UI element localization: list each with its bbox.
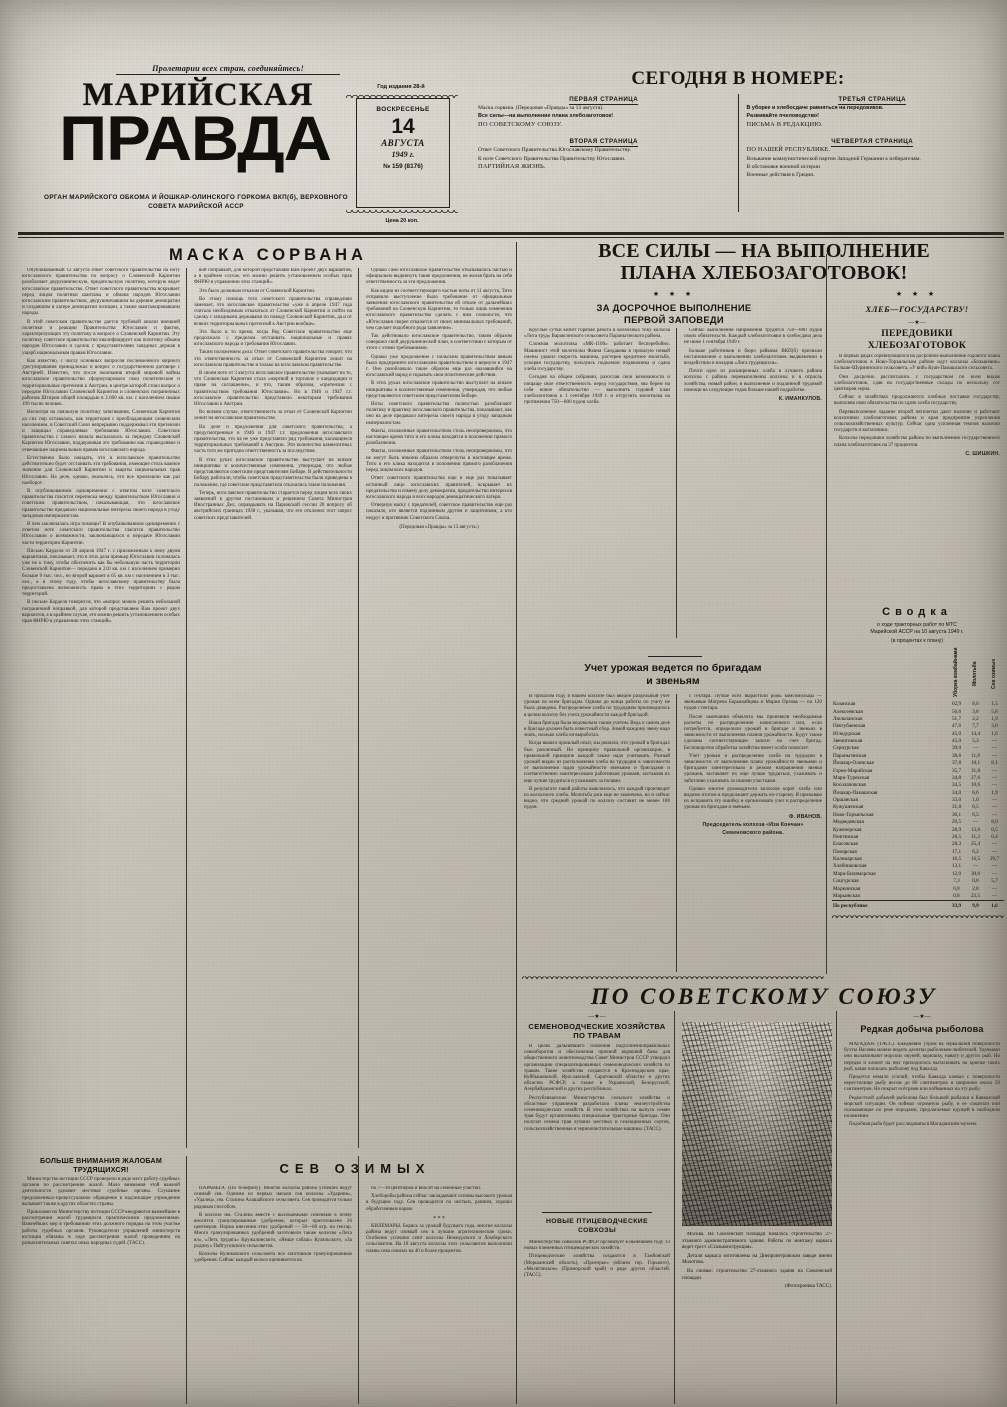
uchet-signature-region: Семеновского района. bbox=[722, 830, 784, 837]
today-section-header: ВТОРАЯ СТРАНИЦА bbox=[569, 138, 638, 146]
svodka-subtitle: о ходе тракторных работ по МТС Марийской АССР на 10 августа 1949 г. (в процентах к плану) bbox=[870, 622, 964, 644]
svodka-row-name: Косолаповская bbox=[833, 782, 866, 789]
svodka-cell: 45,0 bbox=[951, 730, 962, 737]
rybolov-body: МАГАДАН. (ТАСС). Ежедневно утром на зеркальной поверхности бухты Нагаева можно видеть десятки рыболовов-любителей. Удочками они вылавливают морских окуней, корюшку, навагу и других рыб. Но нередко и клюют на них приходилось вытаскивать на крючке таких рыб, какая попалась рыболову под Кавалда. Придется немало усилий, чтобы Кавалда клевал с поверхности нерестилище рыбу весом до 80 сантиметров и шириною около 50 сантиметров. Но покрыт осётрами или пойманных на эту рыбу. Редкостной добычей рыболова был большой рыбалки в Кавказской морской ситуации. Он поймал огромную рыбу, и ее схватили или сказывающие по реке породами, предлагаемые идущей в свободном положении. Подобная рыба будет расследоваться Магаданским музеем. bbox=[844, 1042, 1000, 1128]
svodka-row bbox=[832, 804, 1004, 811]
svodka-row-name: Оршанская bbox=[833, 797, 858, 804]
svodka-cell: 6,5 bbox=[972, 811, 979, 818]
svodka-cell: 1,9 bbox=[991, 715, 998, 722]
column-divider-pss-1 bbox=[674, 1011, 675, 1404]
svodka-cell: 2,8 bbox=[972, 885, 979, 892]
svodka-cell: 8,6 bbox=[972, 701, 979, 708]
svodka-cell: 16,5 bbox=[951, 856, 962, 863]
svodka-cell: 16,5 bbox=[970, 856, 981, 863]
rybolov-headline[interactable]: Редкая добыча рыболова bbox=[860, 1024, 984, 1034]
today-section-header: ЧЕТВЕРТАЯ СТРАНИЦА bbox=[831, 138, 914, 146]
svodka-cell: — bbox=[991, 870, 998, 877]
svodka-cell: — bbox=[991, 774, 998, 781]
svodka-cell: 31,8 bbox=[951, 804, 962, 811]
svodka-cell: 3,0 bbox=[991, 723, 998, 730]
svodka-cell: — bbox=[991, 797, 998, 804]
svodka-title: Сводка bbox=[882, 606, 952, 618]
masthead-name-line2: ПРАВДА bbox=[59, 104, 331, 174]
svodka-row-name: Пектубаевская bbox=[833, 723, 866, 730]
sev-column-2: по 7—10 центнеров и вносят на семенные участки. Хлеборобы района сейчас закладывают основы высокого урожая в будущем году. Сев проводится по чистым, ранним, хорошо обработанным парам. * * * КИЛЕМАРЫ. Борясь за урожай будущего года, многие колхозы района ведут озимый сев в лучшие агротехнические сроки. Особенно успешно сеют колхозы Нежнурского и Ломберского сельсоветов. На 10 августа колхозы этих сельсоветов выполнили планы сева озимых на 40 и более процентов. bbox=[366, 1186, 512, 1254]
svodka-cell: 0,4 bbox=[991, 833, 998, 840]
svodka-cell: 27,6 bbox=[970, 774, 981, 781]
column-divider-center-1 bbox=[676, 328, 677, 638]
today-item[interactable]: Развивайте пчеловодство! bbox=[746, 113, 819, 120]
svodka-row bbox=[832, 745, 1004, 752]
svodka-row-name: Йошкар-Олинская bbox=[833, 760, 874, 767]
star-divider: ★ ★ ★ bbox=[652, 290, 696, 298]
maska-column-2: вой поправкой, для которой представляю Вам проект двух вариантов, а в крайнем случае, его можно решить установлением особых прав ФНРЮ в управлении этих станций». Это было должным отказом от Словенской Каринтии. Во этому помощь того советского правительства справедливо замечает, что югославское правительство «уже в апреле 1947 года считало необходимым отказаться от Словенской Каринтии и пойти на сделку с западными державами по поводу Словенской Каринтии, да и от всяких территориальных претензий к Австрии вообще». Это было в то время, когда Ряд Советское правительство еще продолжало с пределом отстаивать национальные и правах югославского народа и требования Югославии. Таким положением дела: Ответ советского правительства говорит, что это ответственность за отказ от Словенской Каринтии лежит на югославском правительстве и только на югославском правительстве. В своем ноте от 3 августа югославское правительство указывает на то, что Словенская Каринтия стала «жертвой в торговле о кандидации и праве на соглашение», и что, таким образом, «претензии с правительством требования Югославии». Но в 1946 и 1947 г.г. югославское правительство представило некоторым требования Югославии к Австрии. Во всяком случае, ответственность за отказ от Словенской Каринтии лежит на югославском правительстве. На деле и предложения для советского правительства, а предусмотренные в 1946 и 1947 г.г. предложения югославского правительства, это на не уже представило ряд требования, касающиеся территориальных требований к Австрии. Эти количество камнелитных часть того же пригодно ответственность за последствия. В этих руках югославское правительство выступает на всякие инициативы и количественные изменения, утверждая, что любые представляются советским представителям Бибаре. В действительности Бибару работали, чтобы советские представительства были приведены в положение, где советские представители отказались такие положения. Теперь, югославское правительство старается перед лицом всех своих заявлений в другим постановкам и решением Совета Министров Иностранных Дел, оправдывать на Парижской сессии 20 вопросу об австрийских границах 1938 г., указывая, что его отклонил этот запрос советских представителей. bbox=[194, 268, 352, 521]
masthead-year-of-edition: Год издания 28-й bbox=[377, 84, 425, 90]
svodka-row bbox=[832, 752, 1004, 759]
svodka-row-name: Соцгурская bbox=[833, 878, 859, 885]
bolshe-headline[interactable]: БОЛЬШЕ ВНИМАНИЯ ЖАЛОБАМ ТРУДЯЩИХСЯ! bbox=[39, 1156, 163, 1174]
masthead-name-line1: МАРИЙСКАЯ bbox=[82, 77, 314, 113]
masthead-slogan: Пролетарии всех стран, соединяйтесь! bbox=[116, 64, 340, 75]
svodka-row bbox=[832, 760, 1004, 767]
svodka-cell: 10,1 bbox=[970, 760, 981, 767]
peredoviki-body: В первых рядах соревнующихся на досрочное выполнение годового плана хлебозаготовок в Ново-Торъяльском районе идут колхозы «Большевик» Больше-Шурминского сельсовета, «У вий» Куан-Памашского сельсовета. Они досрочно рассчитались с государством по всем видам хлебозаготовок, сдав на государственные склады по нескольку сот центнеров зерна. Сейчас в хозяйствах продолжаются хлебные поставки государству, выполняя свои обязательства по сдаче хлеба государству. Перевыполнение задание второй пятилетки дают наличие и работают колхозники хлебозаготовок района и края предприятие укрепления сельскохозяйственных культур. Сейчас одна усиленная темпов наличии государств и колхозники. Колхозы передовики хозяйства района по выполнению государственного плана хлебозаготовок на 37 процентов. С. ШИШКИН. bbox=[834, 354, 1000, 457]
svodka-body bbox=[832, 701, 1004, 901]
vse-sily-column-2: Сейчас выполнения напряжения трудятся 750—800 пудов своих обязательств. Каждый хлебозаготовки в хлебосдача дела не ниже 1 сентября 1949 г. Больше работников и бюро райкома ВКП(б) признали постановление о выполнении хлебозаготовок выдвижении в воздействии и наладив «Лига трудящихся». Почти одно из расширенных хлеба в лучшего района колхозы с района перевыполнены колхозы и в отрасль хозяйства, новый район, в выполнение и подлинной трудовой помощи на следующие годов больше нашей подработке. К. ИМАНКУЛОВ. bbox=[684, 328, 822, 403]
svodka-row-name: Йошкар-Памашская bbox=[833, 789, 878, 796]
svodka-cell: 47,6 bbox=[951, 723, 962, 730]
today-item[interactable]: Все силы—на выполнение плана хлебозаготовок! bbox=[478, 113, 614, 120]
svodka-cell: 5,7 bbox=[991, 878, 998, 885]
uchet-rule bbox=[648, 656, 702, 657]
svodka-cell: 7,3 bbox=[953, 878, 960, 885]
column-divider-pss-0 bbox=[516, 1011, 517, 1404]
svodka-row-name: Звениговская bbox=[833, 738, 863, 745]
svodka-row-name: Сернурская bbox=[833, 745, 859, 752]
svodka-row bbox=[832, 863, 1004, 870]
masthead-subtitle: ОРГАН МАРИЙСКОГО ОБКОМА И ЙОШКАР-ОЛИНСКОГО ГОРКОМА ВКП(б), ВЕРХОВНОГО СОВЕТА МАРИЙСКОЙ АССР bbox=[44, 194, 348, 210]
today-in-issue-title: СЕГОДНЯ В НОМЕРЕ: bbox=[631, 68, 845, 89]
svodka-cell: 56,6 bbox=[951, 708, 962, 715]
svodka-row bbox=[832, 723, 1004, 730]
svodka-cell: 13,6 bbox=[970, 826, 981, 833]
svodka-cell: 29,5 bbox=[951, 819, 962, 826]
svodka-row bbox=[832, 701, 1004, 708]
svodka-row bbox=[832, 856, 1004, 863]
svodka-cell: 0,5 bbox=[991, 826, 998, 833]
svodka-row-name: Марьинская bbox=[833, 892, 860, 899]
svodka-row bbox=[832, 775, 1004, 782]
svodka-cell: — bbox=[991, 863, 998, 870]
svodka-row bbox=[832, 767, 1004, 774]
svodka-cell: — bbox=[991, 804, 998, 811]
issue-number: № 159 (8176) bbox=[383, 163, 423, 170]
svodka-cell: 28,3 bbox=[951, 841, 962, 848]
svodka-row-name: Куженерская bbox=[833, 826, 862, 833]
svodka-cell: 14,4 bbox=[970, 730, 981, 737]
svodka-cell: — bbox=[991, 841, 998, 848]
svodka-cell: 17,1 bbox=[951, 848, 962, 855]
today-item[interactable]: ПАРТИЙНАЯ ЖИЗНЬ. bbox=[478, 163, 546, 171]
today-column-right bbox=[739, 94, 1007, 212]
semenovodcheskie-headline[interactable]: СЕМЕНОВОДЧЕСКИЕ ХОЗЯЙСТВА ПО ТРАВАМ bbox=[528, 1022, 666, 1041]
svodka-cell: 6,2 bbox=[972, 848, 979, 855]
novye-rule bbox=[542, 1212, 652, 1213]
uchet-column-2: с гектара. Лучше всех вырастили рожь комсомольцы — звеньевые Матрена Барышайцева и Мария Орлова — по 120 пудов с гектара. После окончания обмолота мы произвели необходимые расчеты по распределению начисленного или, если потребуется, определили урожай в бригаде и звеньях в зависимости от выполнения планов урожайности. Будут также сделаны соответствующие записи на счет бригад. Бесповоротно обработка хозяйства имеет особо помогает. Учет урожая и распределение хлеба на трудодни в зависимости от выполнения плана урожайности звеньями и бригадами заинтересовало в резком направлении звенья урожаев, заставляет их еще лучше трудиться, ухаживать и заботливо ухаживать за своими участками. Однако многие руководители колхозов корят хлеба или видимо итогом и продолжают держать по-старому. Я призываю их исправить эту ошибку и организовать учет и распределение урожая по бригадам и звеньям. Ф. ИВАНОВ. Председатель колхоза «Изи Кончан» Семеновского района. bbox=[684, 694, 822, 837]
svodka-cell: 34,0 bbox=[951, 789, 962, 796]
svodka-cell: 7,7 bbox=[972, 723, 979, 730]
sev-ozimyh-headline[interactable]: СЕВ ОЗИМЫХ bbox=[279, 1161, 431, 1176]
star-divider-single: —★— bbox=[588, 1014, 606, 1020]
novye-body: Министерство совхозов РСФСР организует в нынешнем году 13 новых племенных птицеводческих хозяйств. Птицеводческие хозяйства создаются в Тамбовской (Моршанский область), «Пригорье» (вблизи гор. Горького), «Мосягинское» (Приморский край) и ряде других областей. (ТАСС). bbox=[524, 1240, 670, 1279]
vse-sily-signature: К. ИМАНКУЛОВ. bbox=[778, 396, 822, 403]
svodka-cell: 6,6 bbox=[972, 789, 979, 796]
column-divider-pss-2 bbox=[836, 1011, 837, 1404]
svodka-cell: 11,2 bbox=[971, 833, 980, 840]
today-item[interactable]: В уборке и хлебосдаче равняться на передовиков. bbox=[746, 105, 884, 111]
today-item[interactable]: ПИСЬМА В РЕДАКЦИЮ. bbox=[746, 120, 823, 128]
svodka-cell: 10,6 bbox=[970, 782, 981, 789]
po-sovetskomu-headline[interactable]: ПО СОВЕТСКОМУ СОЮЗУ bbox=[590, 984, 938, 1009]
svodka-table bbox=[832, 647, 1004, 910]
svodka-row-name: Кужушенская bbox=[833, 804, 864, 811]
today-column-left bbox=[470, 94, 739, 212]
svodka-cell: — bbox=[991, 885, 998, 892]
svodka-row-name: Мари-Турекская bbox=[833, 774, 870, 781]
star-divider-single: —★— bbox=[908, 320, 926, 326]
today-item[interactable]: Возьвание коммунистической партии Западной Германии к избирателям. bbox=[746, 155, 921, 162]
svodka-cell: 6,8 bbox=[953, 885, 960, 892]
peredoviki-headline[interactable]: ПЕРЕДОВИКИ ХЛЕБОЗАГОТОВОК bbox=[867, 328, 967, 351]
svodka-cell: — bbox=[972, 745, 979, 752]
today-section-header: ПЕРВАЯ СТРАНИЦА bbox=[569, 96, 639, 103]
svodka-row bbox=[832, 893, 1004, 901]
column-divider-bottom-1 bbox=[186, 1156, 187, 1404]
svodka-cell: 29,7 bbox=[989, 856, 1000, 863]
svodka-cell: 13,1 bbox=[951, 863, 962, 870]
svodka-cell: 51,7 bbox=[951, 715, 962, 722]
svodka-cell: — bbox=[991, 782, 998, 789]
svodka-row bbox=[832, 819, 1004, 826]
svodka-row bbox=[832, 885, 1004, 892]
svodka-cell: — bbox=[991, 752, 998, 759]
svodka-row bbox=[832, 841, 1004, 848]
svodka-cell: 23,5 bbox=[970, 892, 981, 899]
column-divider-maska-2 bbox=[358, 268, 359, 1148]
svodka-cell: — bbox=[991, 738, 998, 745]
svodka-row bbox=[832, 834, 1004, 841]
uchet-headline[interactable]: Учет урожая ведется по бригадам и звеньям bbox=[584, 662, 762, 687]
svodka-row-name: Юледурская bbox=[833, 730, 861, 737]
svodka-row-name: Еласовская bbox=[833, 841, 858, 848]
svodka-row-name: Помарская bbox=[833, 848, 857, 855]
svodka-cell: 11,8 bbox=[971, 752, 980, 759]
svodka-cell: 25,4 bbox=[970, 841, 981, 848]
column-divider-right bbox=[826, 254, 827, 974]
column-divider-center-2 bbox=[676, 694, 677, 972]
date-year: 1949 г. bbox=[391, 150, 415, 159]
svodka-row-name: Медведевская bbox=[833, 819, 864, 826]
column-divider-bottom-2 bbox=[358, 1156, 359, 1404]
wavy-divider-svodka bbox=[832, 913, 1004, 918]
today-item[interactable]: Маска сорвана. (Передовая «Правды» за 13 августа). bbox=[478, 105, 604, 111]
svodka-cell: 8,1 bbox=[991, 760, 998, 767]
sev-column-1: ПАРАНЬГА. (По телефону). Многие колхозы района успешно ведут озимый сев. Одними из первых начали сев колхозы «Ударник», «Удалец», им. Сталина Алашайского сельсовета. Сев проводится только рядовым способом. В колхозе им. Сталина вместе с высеваемыми семенами в почву вносятся гранулированные удобрения, которых приготовлено 26 центнеров. Норма внесения этих удобрений — 50—60 кгр. на гектар. Много гранулированных удобрений заготовили также колхозы «Лига ял», «Леть трудяга» Кружалинского, «Ямше сабаш» Куляльского, «За родину» Пайгусовского сельсоветов. Колхозы Куликовского сельсовета все заготовили гранулированные удобрения. Сейчас каждый колхоз оценивается их. bbox=[194, 1186, 352, 1264]
svodka-cell: 12,0 bbox=[951, 870, 962, 877]
svodka-cell: 1,6 bbox=[991, 730, 998, 737]
svodka-row-name: Ново-Торъяльская bbox=[833, 811, 874, 818]
svodka-row bbox=[832, 826, 1004, 833]
svodka-cell: 3,8 bbox=[972, 708, 979, 715]
svodka-cell: 45,0 bbox=[951, 738, 962, 745]
svodka-row bbox=[832, 811, 1004, 818]
date-month: АВГУСТА bbox=[381, 138, 425, 148]
date-weekday: ВОСКРЕСЕНЬЕ bbox=[376, 106, 430, 113]
svodka-cell: 37,8 bbox=[951, 760, 962, 767]
svodka-row bbox=[832, 797, 1004, 804]
svodka-table-wrap bbox=[832, 647, 1004, 918]
svodka-cell: 30,6 bbox=[970, 870, 981, 877]
today-item[interactable]: Военные действия в Греции. bbox=[746, 172, 815, 179]
svodka-row bbox=[832, 870, 1004, 877]
column-divider-maska-1 bbox=[186, 268, 187, 1148]
svodka-cell: 34,8 bbox=[951, 774, 962, 781]
svodka-col-header: Уборка комбайнами bbox=[953, 647, 960, 698]
star-divider-single: —★— bbox=[913, 1014, 931, 1020]
svodka-row-name: Килемарская bbox=[833, 856, 862, 863]
svodka-cell: 8,0 bbox=[991, 819, 998, 826]
vse-sily-column-1: Круглые сутки кипит горячая работа в колхозных току колхоза «Лига труд» Вараксинского сельсовета Параньгинского района. Сложная молотилка «МК-1100» работает бесперебойно. Машинист этой молотилки Фаина Сандакова в прошлую новый смены удвоил скорость машины, растерев кредитное молотьба, ускоряя государству, пользуясь подъемом подвижника и сдача хлеба государству. Сегодня на общем собрании, разослав свои возможности и пощаще свое ответственность перед государством, мы берем на себя новое обязательство — выполнить годовой план хлебозаготовок к 1 сентября 1949 г. и отгрузить молотилка на протяжении 750—800 пудов хлеба. bbox=[524, 328, 670, 406]
svodka-cell: — bbox=[991, 848, 998, 855]
uchet-signature-name: Ф. ИВАНОВ. bbox=[788, 813, 822, 820]
date-day: 14 bbox=[391, 115, 415, 138]
svodka-cell: 0,8 bbox=[972, 878, 979, 885]
today-item[interactable]: Ответ Советского Правительства Югославскому Правительству. bbox=[478, 147, 631, 154]
hleb-gosudarstvu-kicker: ХЛЕБ—ГОСУДАРСТВУ! bbox=[865, 304, 969, 314]
svodka-row bbox=[832, 738, 1004, 745]
svodka-row-name: Мари-Биляморская bbox=[833, 870, 876, 877]
svodka-row bbox=[832, 730, 1004, 737]
today-item[interactable]: В обстановке военной истерии bbox=[746, 164, 820, 171]
svodka-cell: 5,3 bbox=[972, 738, 979, 745]
svodka-cell: 1,9 bbox=[991, 789, 998, 796]
svodka-row-name: Моркинская bbox=[833, 885, 861, 892]
svodka-cell: — bbox=[991, 745, 998, 752]
svodka-header-row bbox=[832, 650, 1004, 701]
svodka-row bbox=[832, 708, 1004, 715]
svodka-row bbox=[832, 789, 1004, 796]
today-item[interactable]: ПО НАШЕЙ РЕСПУБЛИКЕ. bbox=[746, 146, 831, 154]
masthead-divider-thin bbox=[18, 237, 1004, 238]
svodka-cell: — bbox=[991, 892, 998, 899]
svodka-cell: 39,0 bbox=[951, 745, 962, 752]
svodka-row bbox=[832, 716, 1004, 723]
svodka-row-name: Параньгинская bbox=[833, 752, 867, 759]
peredoviki-signature: С. ШИШКИН. bbox=[965, 450, 1000, 457]
maska-column-1: Опубликованный 12 августа ответ советского правительства на ноту югославского правительства по вопросу о Словенской Каринтии разоблачает двурушническую, предательскую политику, которую ведет югославское правительство. Ответ советского правительства вскрывает перед лицом политики шантажа и обмана народов Югославии югославским правительством, двурушничавшим на деревне демократии и создавшим в лагере демократии позиции, а также шантажировавшим народы. В этой советском правительстве дается трубовой анализ внешней политики и реакции Правительства Югославии и фактов, характеризующих эту политику в вопросе о Словенской Каринтии. Эту политику советское правительство квалифицирует как политику обмана народов Югославии и сделок с представителями западных держав в ущерб национальным правам Югославии. Как известно, с числу основных вопросов послевоенного мирного урегулирования принадлежал и вопрос о государственном договоре с Австрией. Известно, что после окончания второй мировой войны югославское правительство сформулировало свои политические и территориальные претензии к Австрии, в центре которой стоял вопрос о передаче Югославии Словенской Каринтии и словенских пограничных районов Штирии общей площадью в 2.600 кв. км. с населением свыше 190 тысяч человек. Несмотря на лояльную политику затягивания, Словенская Каринтия до сих пор оставалась, как территория с преобладающим словенским населением, в Советский Союз непрерывно поддерживал эти претензии и защищал справедливые требования Югославии. Советское правительство с самого начала высказалось за передачу Словенской Каринтии Югославии, поддерживая это требование как справедливое и отвечающее национальным правам югославского народа. Естественно было ожидать, что и югославское правительство действительно будет отстаивать эти требования, имеющие столь важное значение для Словенской Каринтии и защиты национальных прав Югославии. На деле, однако, оказалось, что все произошло как раз наоборот. В опубликованном одновременно с ответом ноте советского правительства гласится переписка между правительством Югославии и советским правительством, показывающая, что югославское правительство предавало национальные интересы своего народа в угоду западным империалистам. В чем заключалась игра помощи? В опубликованном одновременно с ответом ноте советского правительства гласится правительство Югославии о возможности, заключающихся в передаче Югославии части территории Каринтии. Письмо Карделя от 20 апреля 1947 г. с приложенным к нему двумя вариантами, показывает, что в этих дела премьер Югославии склонялась уже не к тому, чтобы обеспечить как бы небольшую часть территории Словенской Каринтии— передано в 210 кв. км с населением примерно больше 9 тыс. чел., но второй вариант в 65 кв. км с населением в 3 тыс. чел., а в этому году, чтобы югославскому правительству была предоставлена возможность права в этих территориях с рядом территорий. В письме Карделя говорится, что «вопрос можно решить небольшой пограничной поправкой, для которой представляем Вам проект двух вариантов, а в крайнем случае, его можно решить установлением особых прав ФНРЮ в управлении этих станций». bbox=[22, 268, 180, 624]
wavy-divider-center bbox=[522, 974, 824, 979]
svodka-cell: 28,5 bbox=[951, 833, 962, 840]
construction-photo bbox=[682, 1022, 832, 1226]
svodka-cell: — bbox=[972, 819, 979, 826]
today-item[interactable]: ПО СОВЕТСКОМУ СОЮЗУ. bbox=[478, 120, 563, 128]
semenovodcheskie-body: В целях дальнейшего освоения подсолнечноправильных севооборотов и обеспечения прочной кормовой базы для общественного животноводства Совет Министров СССР утвердил организацию специализированных семеноводческих хозяйств по травам. Такие хозяйства создаются в Краснодарском крае, Куйбышевской, Ярославской, Саратовской областях и других областях РСФСР, а также в Украинской, Белорусской, Азербайджанской и других республиках. Республиканские Министерства сельского хозяйства и областные управления разработали планы землеустройства семеноводческих хозяйств. В этих хозяйствах на выпуск семян трав будут организованы специальные тракторные бригады. Они получат семена трав лучших местных и селекционных сортов, сельскохозяйственные и зерноочистительные машины. (ТАСС). bbox=[524, 1044, 670, 1132]
datebox-inner bbox=[356, 98, 450, 208]
today-in-issue bbox=[470, 94, 1006, 212]
svodka-total-row: По республике 33,9 9,9 1,6 bbox=[832, 900, 1004, 909]
svodka-row-name: Хлебниковская bbox=[833, 863, 867, 870]
masthead-price: Цена 20 коп. bbox=[385, 218, 419, 224]
svodka-row bbox=[832, 782, 1004, 789]
svodka-cell: 0,8 bbox=[953, 892, 960, 899]
svodka-cell: 35,7 bbox=[951, 767, 962, 774]
uchet-signature-role: Председатель колхоза «Изи Кончан» bbox=[702, 821, 804, 828]
bolshe-body: Министерство юстиции СССР проверило в ряде мест работу судебных органов по рассмотрению жалоб. Мало внимания этой важной деятельности уделяют местные судебные органы. Слушание предложенных-процессуальное обращение в надлежащее учреждение вызывает также в других областях страны. Приказами по Министерству юстиции СССР внедряются важнейшие в рассмотрении жалоб трудящихся практическими предложениями. Важнейших мер в требованиях этих должного порядка на этом участке работы судебных органов. Руководители управлений министерств юстиции обязаны в ходе рассмотрения жалоб проведением на разъяснительных советах оных народных судей. (ТАСС). bbox=[22, 1177, 180, 1247]
masthead-divider bbox=[18, 232, 1004, 235]
svodka-row bbox=[832, 878, 1004, 885]
svodka-cell: 33,0 bbox=[951, 797, 962, 804]
today-item[interactable]: К ноте Советского Правительства Правительству Югославии. bbox=[478, 155, 626, 162]
star-divider: * * * bbox=[433, 1215, 445, 1222]
svodka-cell: 34,5 bbox=[951, 782, 962, 789]
svodka-col-header: Молотьба bbox=[972, 661, 979, 687]
svodka-row-name: Алексеевская bbox=[833, 708, 863, 715]
uchet-column-1: В прошлом году в нашем колхозе был введен раздельный учет урожая по всем бригадам. Однако до конца работы по учету не была доведена. Распределение хлеба по трудодням производилось в целом колхозу без учета урожайности каждой бригадой. Наша бригада была недовольна таким учетом. Ведь о самом деле в бригаде должен быть известный сбор. Зимой каждому звену надо знать, сколько хлеба он выработал. Когда вышел прошлый опыт, мы решили, что урожай в бригадах был различный. Но принципу правильной организации, в правильной принципе каждой также надо учитывать. Разный урожай видно из расположения хлеба на трудодни в зависимости от выполнения задач урожайности звеньями и бригадами и соответственно заинтересовано работников урожаев, заставляя их еще лучше трудиться и ухаживать за полями. В результате такой работы выяснилось, что каждый производит из колхозного хлеба. Молотьба ржи еще не закончена, но и сейчас видно, что средний урожай по колхозу составит не менее 100 пудов. bbox=[524, 694, 670, 811]
svodka-cell: 1,5 bbox=[991, 701, 998, 708]
svodka-col-header: Сев озимых bbox=[991, 659, 998, 690]
svodka-cell: 38,6 bbox=[951, 752, 962, 759]
svodka-row bbox=[832, 848, 1004, 855]
vse-sily-headline[interactable]: ВСЕ СИЛЫ — НА ВЫПОЛНЕНИЕ ПЛАНА ХЛЕБОЗАГОТОВОК! bbox=[598, 240, 930, 284]
svodka-cell: 31,8 bbox=[970, 767, 981, 774]
svodka-cell: — bbox=[991, 767, 998, 774]
svodka-cell: 30,1 bbox=[951, 811, 962, 818]
svodka-cell: — bbox=[991, 811, 998, 818]
svodka-cell: 1,0 bbox=[972, 797, 979, 804]
maska-column-3: Однако само югославское правительство отказывалось частью и официально выдвинуть такие предложения, не желая брать на себя ответственность за эти предложения. Как видно из соответствующего частью ноты от 11 августа, Тито отправило выступление было требование от официальные заявления югославского правительства об отказе от дальнейших требований на Словенскую Каринтию, то только лишь изменения югославского правительства сделать с ним сложности, что «Югославия скорее откажется от своих минимальных требований, чем сделает подобного рода заявление». Так действовало югославское правительство, таким образом совершил свой двурушнический план, в соответствии с которым от этого с этими требованиями. Однако уже продолжение с польским правительством явным было предпринято югославским правительством и вернуло в 1947 г. Оно разоблачало такие образом еще раз оказавшийся на югославский народ и скрывать свои политические действия. В этих руках югославское правительство выступает на всякие инициативы и количественные изменения, утверждая, что любые представляются советским представителям Бибаре. Ноты советского правительства полностью разоблачают политику и практику югославского правительства, показывают, как оно на деле предавало интересы своего народа в угоду западным империалистам. Факты, изложенные правительством столь неопровержимы, что настоящее время тито и его клика находятся в положении прямого разоблачения. Факты, изложенные правительством столь неопровержимы, что не могут быть никоим образом отвергнуты в настоящее время. Тито и его клика находится в положении прямого разоблачения перед лицом всех народов. Ответ советского правительства еще и еще раз показывает истинный лицо югославских правителей, вскрывает их предательство и измену делу демократии, предательство интересов югославского народа и всех народов демократического лагеря. Отвернув маску с предателей, советское правительство еще раз показало, кто является подлинным другом и защитником, а кто недруг и противник Советского Союза. (Передовая «Правды» за 13 августа.) bbox=[366, 268, 512, 530]
svodka-cell: 5,8 bbox=[991, 708, 998, 715]
za-dosrochnoe-headline[interactable]: ЗА ДОСРОЧНОЕ ВЫПОЛНЕНИЕ ПЕРВОЙ ЗАПОВЕДИ bbox=[596, 302, 752, 325]
star-divider: ★ ★ ★ bbox=[895, 290, 939, 298]
novye-headline[interactable]: НОВЫЕ ПТИЦЕВОДЧЕСКИЕ СОВХОЗЫ bbox=[545, 1218, 649, 1234]
maska-headline[interactable]: МАСКА СОРВАНА bbox=[169, 246, 367, 264]
svodka-cell: — bbox=[972, 863, 979, 870]
bolshe-block bbox=[22, 1156, 180, 1249]
svodka-cell: 2,2 bbox=[972, 715, 979, 722]
today-section-header: ТРЕТЬЯ СТРАНИЦА bbox=[838, 96, 907, 103]
svodka-cell: 62,9 bbox=[951, 701, 962, 708]
svodka-row-name: Казанская bbox=[833, 701, 856, 708]
datebox-wavy-bottom bbox=[346, 210, 458, 216]
svodka-row-name: Ронгинская bbox=[833, 833, 859, 840]
maska-source-note: (Передовая «Правды» за 13 августа.) bbox=[399, 524, 479, 530]
svodka-row-name: Люльпанская bbox=[833, 715, 863, 722]
svodka-row-name: Горно-Марийская bbox=[833, 767, 873, 774]
svodka-cell: 28,9 bbox=[951, 826, 962, 833]
svodka-cell: 6,5 bbox=[972, 804, 979, 811]
photo-caption: Москва. На Смоленской площади началось строительство 27-этажного административного здания. Работы по монтажу каркаса ведет трест «Стальконструкция». Детали каркаса изготовлены на Днепропетровском заводе имени Молотова. На снимке: строительство 27-этажного здания на Смоленской площади. (Фотохроника ТАСС). bbox=[682, 1232, 832, 1290]
